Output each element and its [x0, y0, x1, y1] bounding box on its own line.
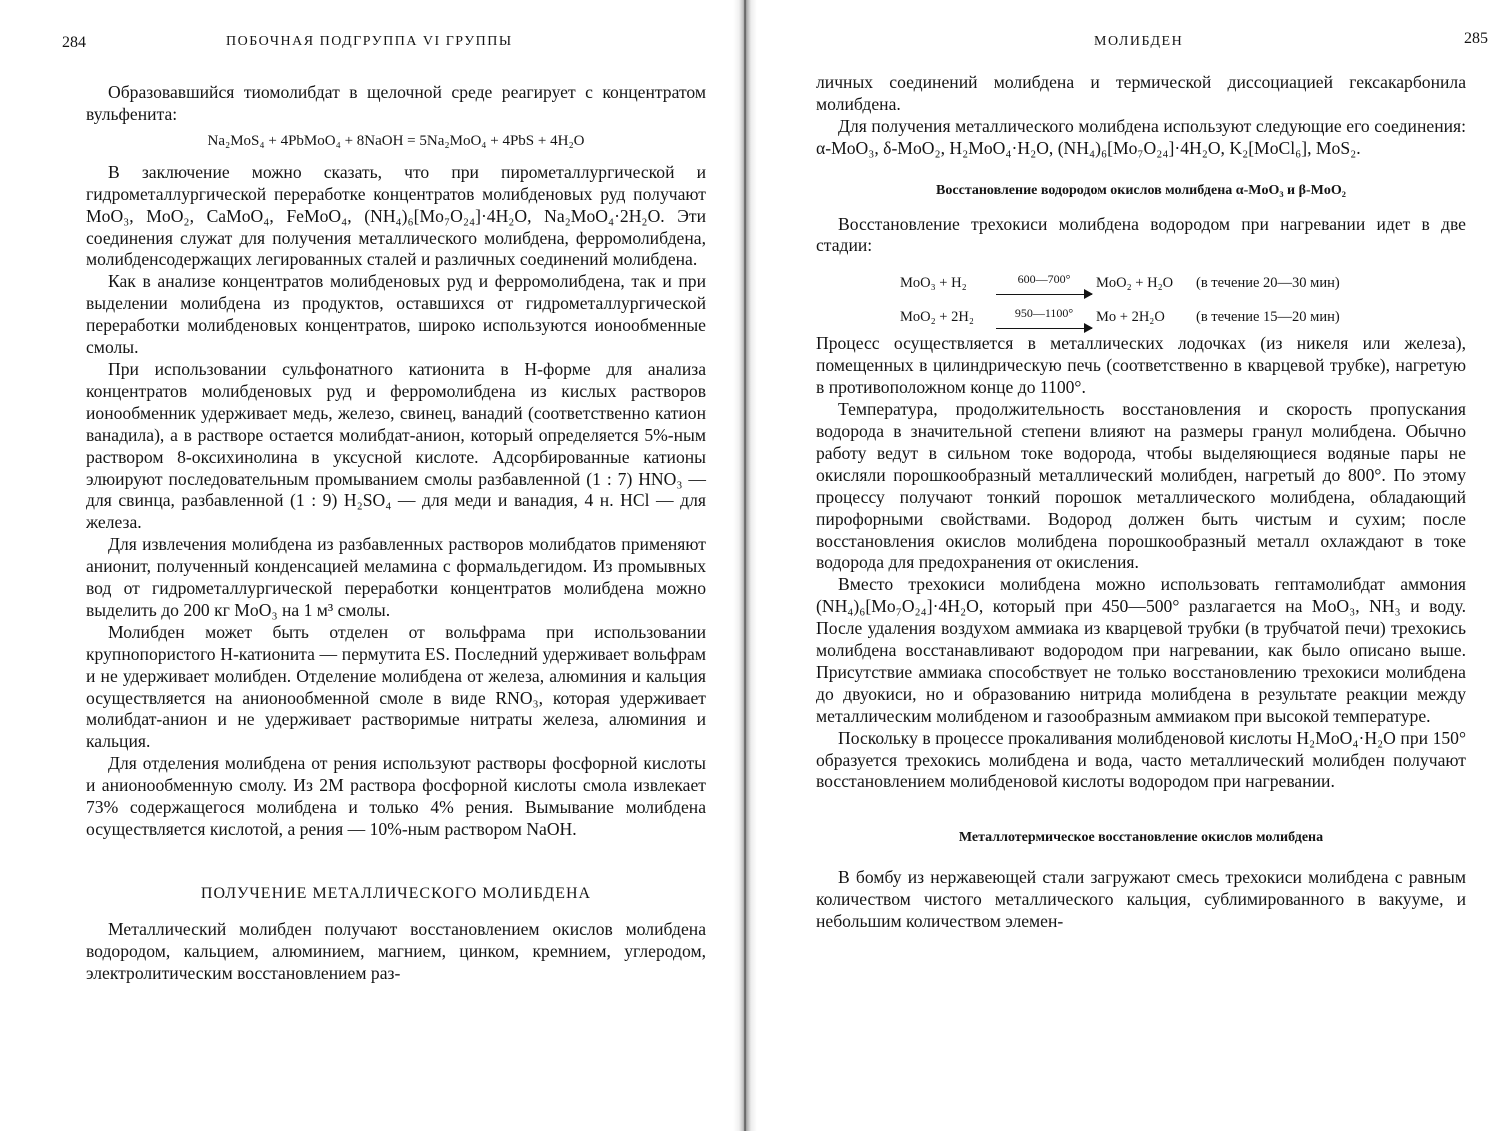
left-page [0, 0, 740, 1131]
paragraph: Металлический молибден получают восстановлением окислов молибдена водородом, кальцием, алюминием, магнием, цинком, кремнием, углеродом, электролитическим восстановлением раз- [86, 918, 706, 983]
book-spine-shadow [733, 0, 757, 1131]
reaction-condition: 600—700° [1017, 272, 1071, 287]
right-page [768, 0, 1508, 1131]
reaction-arrow [996, 306, 1092, 329]
left-page-number: 284 [62, 34, 86, 51]
paragraph: личных соединений молибдена и термической диссоциацией гексакарбонила молибдена. [816, 72, 1466, 114]
right-page-number: 285 [1464, 30, 1488, 47]
reaction-products: MoO₂ + H₂O [1096, 275, 1174, 292]
subsection-heading: Металлотермическое восстановление окислов молибдена [958, 830, 1324, 846]
reaction-condition: 950—1100° [1014, 306, 1074, 321]
reaction-step [900, 261, 1466, 295]
paragraph: Температура, продолжительность восстановления и скорость пропускания водорода в значительной степени влияют на размеры гранул молибдена. Обычно работу ведут в сильном токе водорода, чтобы выделяющиеся водяные пары не окисляли порошкообразный металлический молибден, нагретый до 800°. По этому процессу получают тонкий порошок металлического молибдена, обладающий пирофорными свойствами. Водород должен быть чистым и сухим; после восстановления окислов молибдена порошкообразный металл охлаждают в токе водорода для предохранения от окисления. [816, 399, 1466, 573]
paragraph: При использовании сульфонатного катионита в Н-форме для анализа концентратов молибденовых руд и ферромолибдена из кислых растворов ионообменник удерживает медь, железо, свинец, ванадий (соответственно катион ванадила), а в растворе остается молибдат-анион, который определяется 5%-ным раствором 8-оксихинолина в уксусной кислоте. Адсорбированные катионы элюируют последовательным промыванием смолы разбавленной (1 : 7) HNO₃ — для свинца, разбавленной (1 : 9) H₂SO₄ — для меди и ванадия, 4 н. HCl — для железа. [86, 358, 706, 533]
reaction-duration: (в течение 15—20 мин) [1196, 309, 1340, 326]
paragraph: В бомбу из нержавеющей стали загружают смесь трехокиси молибдена с равным количеством чистого металлического кальция, сублимированного в вакууме, и небольшим количеством элемен- [816, 867, 1466, 932]
chemical-equation: Na₂MoS₄ + 4PbMoO₄ + 8NaOH = 5Na₂MoO₄ + 4PbS + 4H₂O [207, 132, 585, 149]
paragraph: Вместо трехокиси молибдена можно использовать гептамолибдат аммония (NH₄)₆[Mo₇O₂₄]·4H₂O, который при 450—500° разлагается на MoO₃, NH₃ и воду. После удаления воздухом аммиака из кварцевой трубки (в трубчатой печи) трехокись молибдена восстанавливают водородом при нагревании, как было описано выше. Присутствие аммиака способствует не только восстановлению трехокиси молибдена до двуокиси, но и образованию нитрида молибдена в результате реакции между металлическим молибденом и газообразным аммиаком при высокой температуре. [816, 574, 1466, 726]
reaction-step [900, 295, 1466, 329]
paragraph: В заключение можно сказать, что при пирометаллургической и гидрометаллургической переработке концентратов молибденовых руд получают MoO₃, MoO₂, CaMoO₄, FeMoO₄, (NH₄)₆[Mo₇O₂₄]·4H₂O, Na₂MoO₄·2H₂O. Эти соединения служат для получения металлического молибдена, ферромолибдена, молибденсодержащих легированных сталей и различных соединений молибдена. [86, 161, 706, 270]
reaction-products: Mo + 2H₂O [1096, 309, 1165, 326]
reaction-reactants: MoO₂ + 2H₂ [900, 309, 974, 326]
section-heading: ПОЛУЧЕНИЕ МЕТАЛЛИЧЕСКОГО МОЛИБДЕНА [200, 884, 592, 902]
paragraph: Для извлечения молибдена из разбавленных растворов молибдатов применяют анионит, полученный конденсацией меламина с формальдегидом. Из промывных вод от гидрометаллургической переработки концентратов молибдена можно выделить до 200 кг MoO₃ на 1 м³ смолы. [86, 534, 706, 620]
left-running-head [62, 34, 706, 58]
paragraph: Для получения металлического молибдена используют следующие его соединения: α-MoO₃, δ-MoO₂, H₂MoO₄·H₂O, (NH₄)₆[Mo₇O₂₄]·4H₂O, K₂[MoCl₆], MoS₂. [816, 115, 1466, 158]
right-column [816, 72, 1466, 933]
right-running-head [816, 30, 1488, 58]
reaction-reactants: MoO₃ + H₂ [900, 275, 967, 292]
subsection-heading: Восстановление водородом окислов молибдена α-MoO₃ и β-MoO₂ [936, 182, 1346, 198]
arrow-icon [996, 286, 1092, 295]
paragraph: Поскольку в процессе прокаливания молибденовой кислоты H₂MoO₄·H₂O при 150° образуется трехокись молибдена и вода, часто металлический молибден получают восстановлением молибденовой кислоты водородом при нагревании. [816, 727, 1466, 792]
paragraph: Молибден может быть отделен от вольфрама при использовании крупнопористого Н-катионита — пермутита ES. Последний удерживает вольфрам и не удерживает молибден. Отделение молибдена от железа, алюминия и кальция осуществляется на анионообменной смоле в виде RNO₃, которая удерживает молибдат-анион и не удерживает растворимые нитраты железа, алюминия и кальция. [86, 621, 706, 752]
reaction-arrow [996, 272, 1092, 295]
right-running-title: МОЛИБДЕН [1094, 34, 1184, 49]
paragraph: Для отделения молибдена от рения используют растворы фосфорной кислоты и анионообменную смолу. Из 2M раствора фосфорной кислоты смола извлекает 73% содержащегося молибдена и только 4% рения. Вымывание молибдена осуществляется кислотой, а рения — 10%-ным раствором NaOH. [86, 753, 706, 839]
paragraph: Образовавшийся тиомолибдат в щелочной среде реагирует с концентратом вульфенита: [86, 82, 706, 124]
paragraph: Процесс осуществляется в металлических лодочках (из никеля или железа), помещенных в цилиндрическую печь (соответственно в кварцевой трубке), нагретую в противоположном конце до 1100°. [816, 333, 1466, 398]
paragraph: Восстановление трехокиси молибдена водородом при нагревании идет в две стадии: [816, 213, 1466, 256]
arrow-icon [996, 320, 1092, 329]
reaction-duration: (в течение 20—30 мин) [1196, 275, 1340, 292]
left-running-title: ПОБОЧНАЯ ПОДГРУППА VI ГРУППЫ [226, 34, 513, 49]
paragraph: Как в анализе концентратов молибденовых руд и ферромолибдена, так и при выделении молибдена из продуктов, оставшихся от гидрометаллургической переработки молибденовых концентратов, широко используются ионообменные смолы. [86, 271, 706, 358]
left-column [86, 82, 706, 985]
reaction-scheme [900, 261, 1466, 329]
